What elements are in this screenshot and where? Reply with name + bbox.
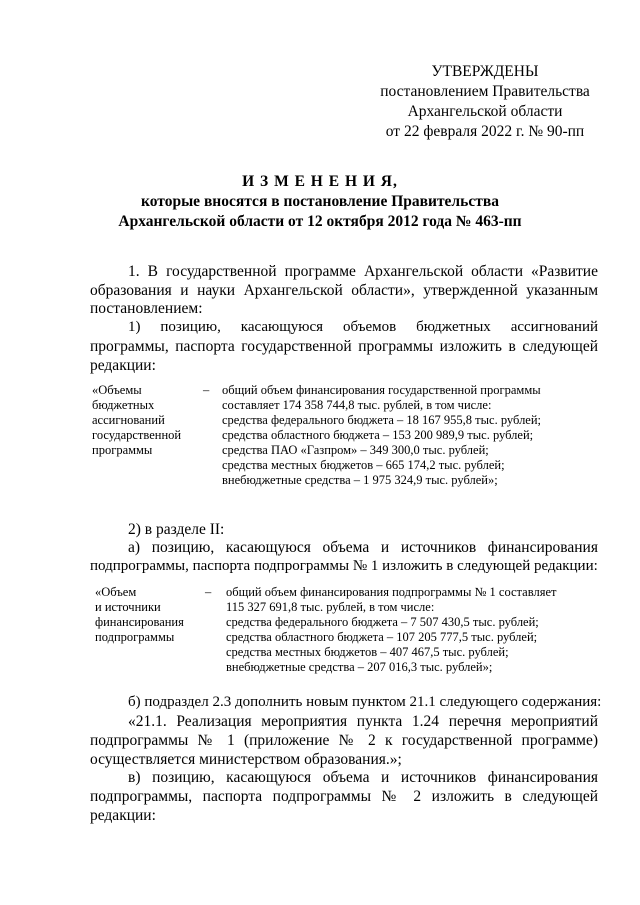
p2v-line: редакции: <box>90 807 156 824</box>
table1-value-line: средства федерального бюджета – 18 167 955,8 тыс. рублей; <box>222 413 542 427</box>
approval-title: УТВЕРЖДЕНЫ <box>431 63 539 80</box>
heading-title: И З М Е Н Е Н И Я, <box>242 173 398 190</box>
table1-label-line: бюджетных <box>92 398 155 412</box>
table1-values <box>222 383 541 488</box>
p1-line: постановлением: <box>90 300 203 317</box>
table1-value-line: общий объем финансирования государственной программы <box>222 383 541 397</box>
table2-dash: – <box>205 585 212 599</box>
table2-value-line: средства областного бюджета – 107 205 777,5 тыс. рублей; <box>226 630 538 644</box>
p2b-line: б) подраздел 2.3 дополнить новым пунктом 21.1 следующего содержания: <box>128 694 602 710</box>
table2-value-line: общий объем финансирования подпрограммы № 1 составляет <box>226 585 557 599</box>
p1-1-line: программы, паспорта государственной программы изложить в следующей <box>90 338 598 355</box>
table2-label-line: финансирования <box>95 615 184 629</box>
p2b-line: подпрограммы № 1 (приложение № 2 к государственной программе) <box>90 732 598 749</box>
approval-line: постановлением Правительства <box>380 83 590 100</box>
table1-label-line: государственной <box>92 428 182 442</box>
table1-value-line: средства ПАО «Газпром» – 349 300,0 тыс. рублей; <box>222 443 489 457</box>
p2b-line: «21.1. Реализация мероприятия пункта 1.24 перечня мероприятий <box>128 713 598 730</box>
p2a-line: подпрограммы, паспорта подпрограммы № 1 изложить в следующей редакции: <box>90 558 598 574</box>
approval-block <box>360 62 610 142</box>
p2-intro: 2) в разделе II: <box>128 521 225 538</box>
p2v-line: подпрограммы, паспорта подпрограммы № 2 изложить в следующей <box>90 788 598 805</box>
p1-line: 1. В государственной программе Архангельской области «Развитие <box>128 263 598 280</box>
table2-value-line: внебюджетные средства – 207 016,3 тыс. рублей»; <box>226 660 493 674</box>
p2b-line: осуществляется министерством образования.»; <box>90 751 402 768</box>
p1-1-line: 1) позицию, касающуюся объемов бюджетных ассигнований <box>128 319 598 335</box>
table1-label <box>92 383 181 458</box>
table2-label <box>95 585 184 645</box>
table2-label-line: и источники <box>95 600 161 614</box>
heading-line: которые вносятся в постановление Правительства <box>141 193 499 210</box>
p2a-line: а) позицию, касающуюся объема и источников финансирования <box>128 539 598 556</box>
heading-line: Архангельской области от 12 октября 2012 года № 463-пп <box>118 213 522 230</box>
table1-value-line: составляет 174 358 744,8 тыс. рублей, в том числе: <box>222 398 492 412</box>
table2-value-line: средства федерального бюджета – 7 507 430,5 тыс. рублей; <box>226 615 539 629</box>
table2-values <box>226 585 556 675</box>
table1-label-line: ассигнований <box>92 413 165 427</box>
table1-value-line: средства областного бюджета – 153 200 989,9 тыс. рублей; <box>222 428 534 442</box>
approval-date: от 22 февраля 2022 г. № 90-пп <box>385 123 585 140</box>
p1-1-line: редакции: <box>90 357 156 374</box>
approval-line: Архангельской области <box>407 103 563 120</box>
table2-label-line: «Объем <box>95 585 137 599</box>
table1-label-line: программы <box>92 443 153 457</box>
table1-label-line: «Объемы <box>92 383 142 397</box>
p2v-line: в) позицию, касающуюся объема и источников финансирования <box>128 769 598 786</box>
p1-line: образования и науки Архангельской области», утвержденной указанным <box>90 282 598 299</box>
table1-dash: – <box>203 383 210 397</box>
table2-value-line: 115 327 691,8 тыс. рублей, в том числе: <box>226 600 435 614</box>
table1-value-line: внебюджетные средства – 1 975 324,9 тыс. рублей»; <box>222 473 498 487</box>
table2-label-line: подпрограммы <box>95 630 175 644</box>
document-heading <box>40 172 600 232</box>
table2-value-line: средства местных бюджетов – 407 467,5 тыс. рублей; <box>226 645 509 659</box>
table1-value-line: средства местных бюджетов – 665 174,2 тыс. рублей; <box>222 458 505 472</box>
